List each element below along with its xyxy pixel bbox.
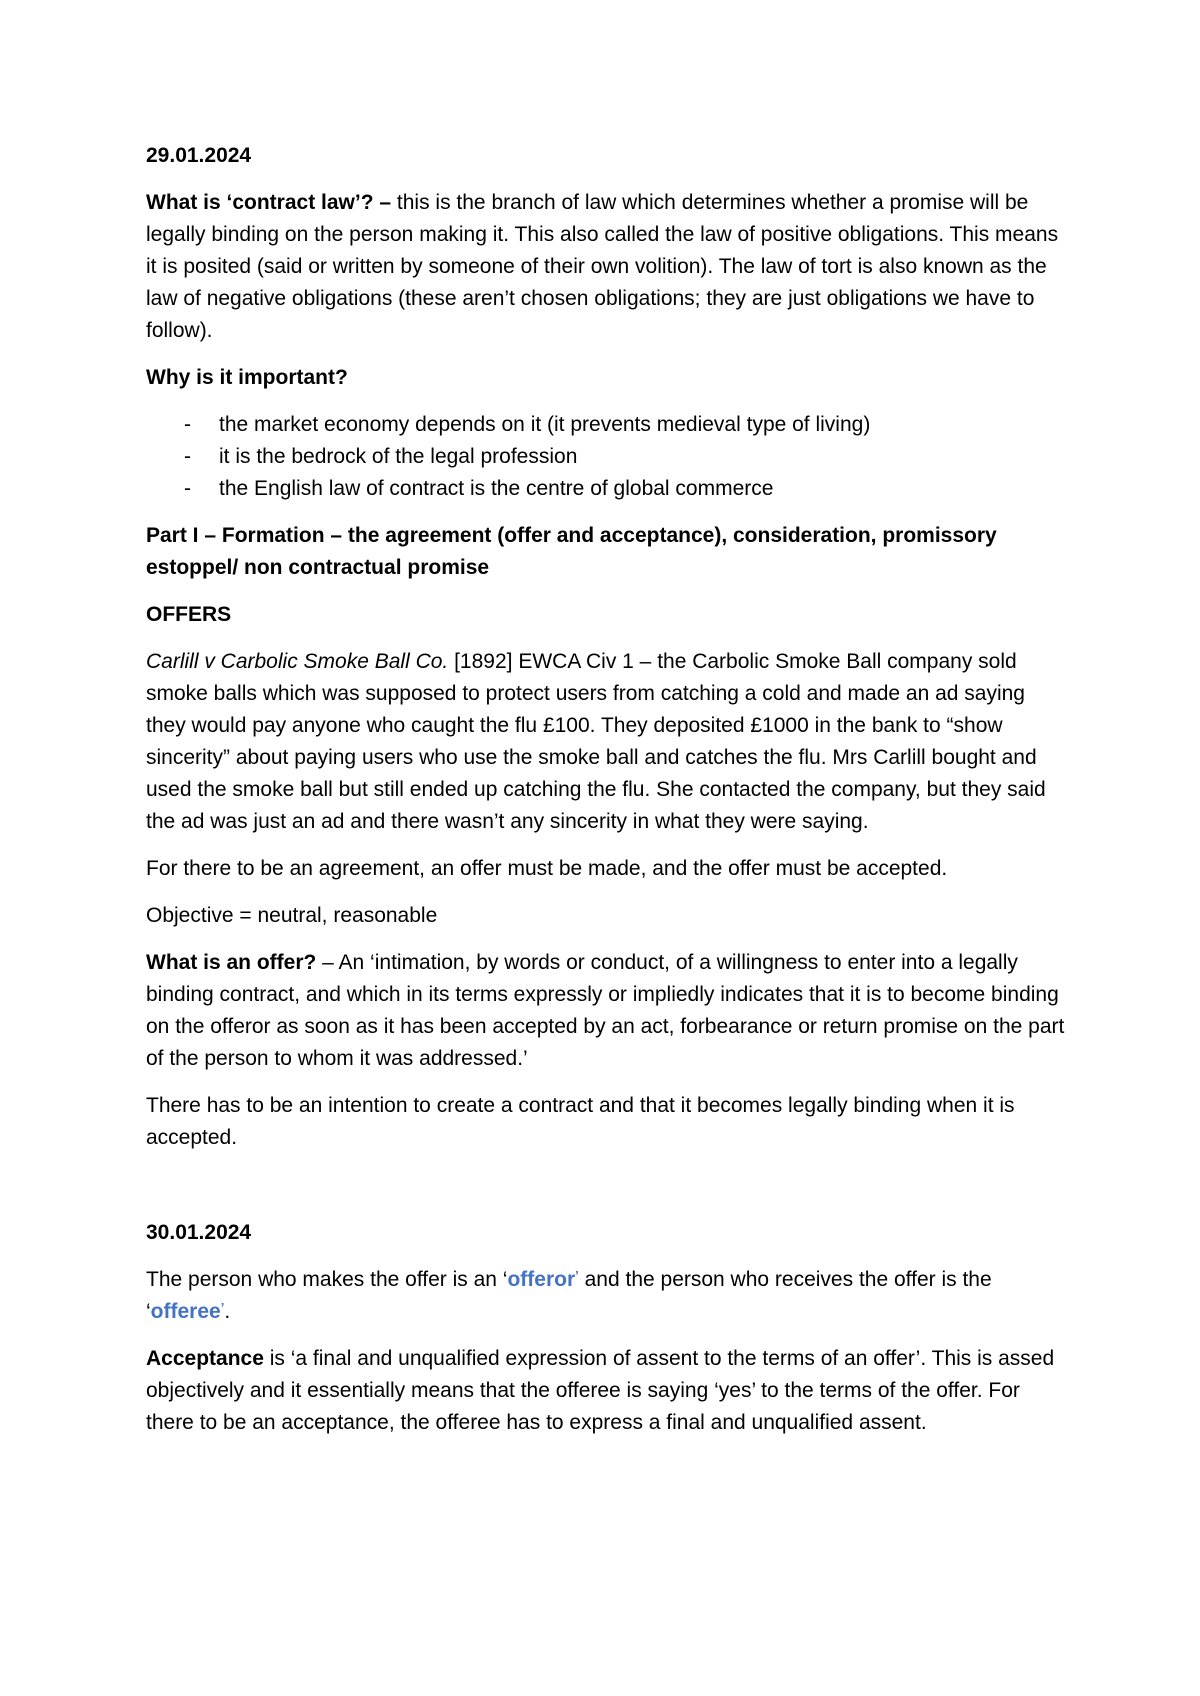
acceptance-term: Acceptance [146, 1347, 264, 1370]
dash-marker: - [184, 477, 191, 500]
objective-paragraph: Objective = neutral, reasonable [146, 904, 438, 927]
offers-heading: OFFERS [146, 603, 232, 626]
offeror-text-1: The person who makes the offer is an ‘ [146, 1268, 508, 1291]
list-item-text: the market economy depends on it (it prevents medieval type of living) [219, 413, 871, 436]
offeror-offeree-paragraph [146, 1264, 1066, 1328]
date-heading-2: 30.01.2024 [146, 1221, 252, 1244]
acceptance-paragraph [146, 1343, 1066, 1439]
date-heading-1: 29.01.2024 [146, 144, 252, 167]
contract-law-paragraph [146, 187, 1066, 347]
intention-paragraph: There has to be an intention to create a contract and that it becomes legally binding when it is accepted. [146, 1094, 1015, 1149]
why-important-heading: Why is it important? [146, 366, 348, 389]
document-page [146, 140, 1066, 1454]
offeror-term: offeror [507, 1268, 576, 1291]
contract-law-text: this is the branch of law which determines whether a promise will be legally binding on the person making it. This also called the law of positive obligations. This means it is posited (said or written by someone of their own volition). The law of tort is also known as the law of negative obligations (these aren’t chosen obligations; they are just obligations we have to follow). [146, 191, 1059, 342]
dash-marker: - [184, 445, 191, 468]
acceptance-text: is ‘a final and unqualified expression of assent to the terms of an offer’. This is assed objectively and it essentially means that the offeree is saying ‘yes’ to the terms of the offer. For there to be an acceptance, the offeree has to express a final and unqualified assent. [146, 1347, 1055, 1434]
offer-definition-text: – An ‘intimation, by words or conduct, of a willingness to enter into a legally binding contract, and which in its terms expressly or impliedly indicates that it is to become binding on the offeror as soon as it has been accepted by an act, forbearance or return promise on the part of the person to whom it was addressed.’ [146, 951, 1065, 1070]
list-item [146, 473, 1066, 505]
carlill-text: [1892] EWCA Civ 1 – the Carbolic Smoke Ball company sold smoke balls which was supposed to protect users from catching a cold and made an ad saying they would pay anyone who caught the flu £100. They deposited £1000 in the bank to “show sincerity” about paying users who use the smoke ball and catches the flu. Mrs Carlill bought and used the smoke ball but still ended up catching the flu. She contacted the company, but they said the ad was just an ad and there wasn’t any sincerity in what they were saying. [146, 650, 1046, 833]
offeror-text-2: and the person who receives the offer is the ‘ [146, 1268, 992, 1323]
case-name: Carlill v Carbolic Smoke Ball Co. [146, 650, 449, 673]
dash-marker: - [184, 413, 191, 436]
list-item [146, 409, 1066, 441]
section-gap [146, 1169, 1066, 1217]
offeree-close-quote: ’ [220, 1300, 225, 1315]
list-item-text: the English law of contract is the centre of global commerce [219, 477, 774, 500]
reasons-list [146, 409, 1066, 505]
part-one-heading: Part I – Formation – the agreement (offer and acceptance), consideration, promissory estoppel/ non contractual promise [146, 524, 997, 579]
list-item-text: it is the bedrock of the legal profession [219, 445, 578, 468]
offer-definition-paragraph [146, 947, 1066, 1075]
contract-law-heading: What is ‘contract law’? – [146, 191, 392, 214]
offeree-term: offeree [150, 1300, 221, 1323]
carlill-paragraph [146, 646, 1066, 838]
offeror-close-quote: ’ [575, 1268, 579, 1283]
list-item [146, 441, 1066, 473]
offer-definition-heading: What is an offer? [146, 951, 317, 974]
offeror-text-end: . [224, 1300, 231, 1323]
agreement-paragraph: For there to be an agreement, an offer must be made, and the offer must be accepted. [146, 857, 948, 880]
